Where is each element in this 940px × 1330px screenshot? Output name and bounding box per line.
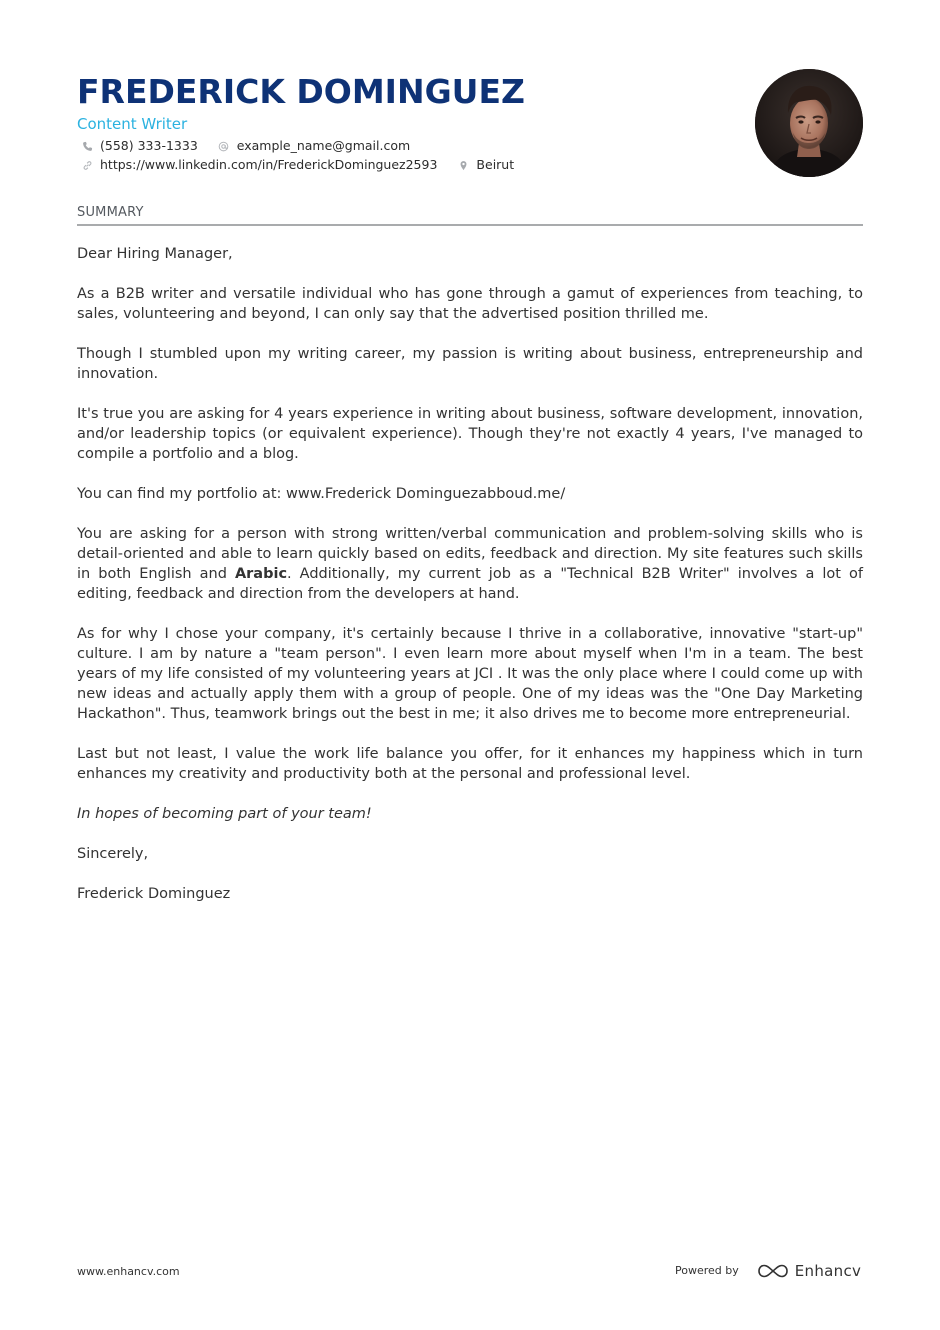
letter-closing-line: In hopes of becoming part of your team! bbox=[77, 806, 372, 822]
letter-paragraph bbox=[77, 524, 863, 604]
contact-row-secondary bbox=[81, 156, 534, 174]
contact-linkedin[interactable] bbox=[81, 156, 437, 174]
phone-text: (558) 333-1333 bbox=[100, 138, 198, 153]
powered-by-label: Powered by bbox=[675, 1264, 739, 1277]
contact-row-primary bbox=[81, 137, 430, 155]
linkedin-text: https://www.linkedin.com/in/FrederickDominguez2593 bbox=[100, 157, 438, 172]
letter-paragraph: Though I stumbled upon my writing career, my passion is writing about business, entrepreneurship and innovation. bbox=[77, 346, 863, 382]
phone-icon bbox=[81, 140, 93, 152]
brand-name: Enhancv bbox=[794, 1262, 862, 1280]
letter-portfolio-line: You can find my portfolio at: www.Frederick Dominguezabboud.me/ bbox=[77, 486, 566, 502]
contact-location bbox=[457, 156, 514, 174]
at-icon bbox=[218, 140, 230, 152]
letter-text: . Additionally, my current job as a "Technical B2B Writer" involves a lot of editing, feedback and direction from the developers at hand. bbox=[77, 566, 863, 602]
job-title: Content Writer bbox=[77, 115, 188, 133]
section-divider bbox=[77, 224, 863, 226]
footer-branding[interactable] bbox=[675, 1262, 861, 1280]
letter-paragraph: As a B2B writer and versatile individual who has gone through a gamut of experiences from teaching, to sales, volunteering and beyond, I can only say that the advertised position thrilled me. bbox=[77, 286, 863, 322]
contact-email[interactable] bbox=[218, 137, 410, 155]
cover-letter-body bbox=[77, 244, 863, 924]
letter-bold-text: Arabic bbox=[234, 566, 288, 582]
letter-signoff: Sincerely, bbox=[77, 846, 149, 862]
link-icon bbox=[81, 159, 93, 171]
letter-greeting: Dear Hiring Manager, bbox=[77, 246, 233, 262]
candidate-name: FREDERICK DOMINGUEZ bbox=[77, 72, 525, 111]
profile-photo bbox=[755, 69, 863, 177]
letter-text: You are asking for a person with strong written/verbal communication and problem-solving skills who is detail-oriented and able to learn quickly based on edits, feedback and direction. My site features such skills in both English and bbox=[77, 526, 863, 582]
footer-site-link[interactable]: www.enhancv.com bbox=[77, 1265, 180, 1278]
letter-paragraph: It's true you are asking for 4 years experience in writing about business, software development, innovation, and/or leadership topics (or equivalent experience). Though they're not exactly 4 years, I've managed to compile a portfolio and a blog. bbox=[77, 406, 863, 462]
location-text: Beirut bbox=[476, 157, 515, 172]
location-pin-icon bbox=[457, 159, 469, 171]
section-heading-summary: SUMMARY bbox=[77, 205, 144, 220]
enhancv-logo-icon bbox=[757, 1263, 789, 1279]
letter-signature: Frederick Dominguez bbox=[77, 886, 231, 902]
letter-paragraph: As for why I chose your company, it's certainly because I thrive in a collaborative, innovative "start-up" culture. I am by nature a "team person". I even learn more about myself when I'm in a team. The best years of my life consisted of my volunteering years at JCI . It was the only place where I could come up with new ideas and actually apply them with a group of people. One of my ideas was the "One Day Marketing Hackathon". Thus, teamwork brings out the best in me; it also drives me to become more entrepreneurial. bbox=[77, 626, 863, 722]
letter-paragraph: Last but not least, I value the work life balance you offer, for it enhances my happiness which in turn enhances my creativity and productivity both at the personal and professional level. bbox=[77, 746, 863, 782]
contact-phone bbox=[81, 137, 198, 155]
email-text: example_name@gmail.com bbox=[236, 138, 411, 153]
